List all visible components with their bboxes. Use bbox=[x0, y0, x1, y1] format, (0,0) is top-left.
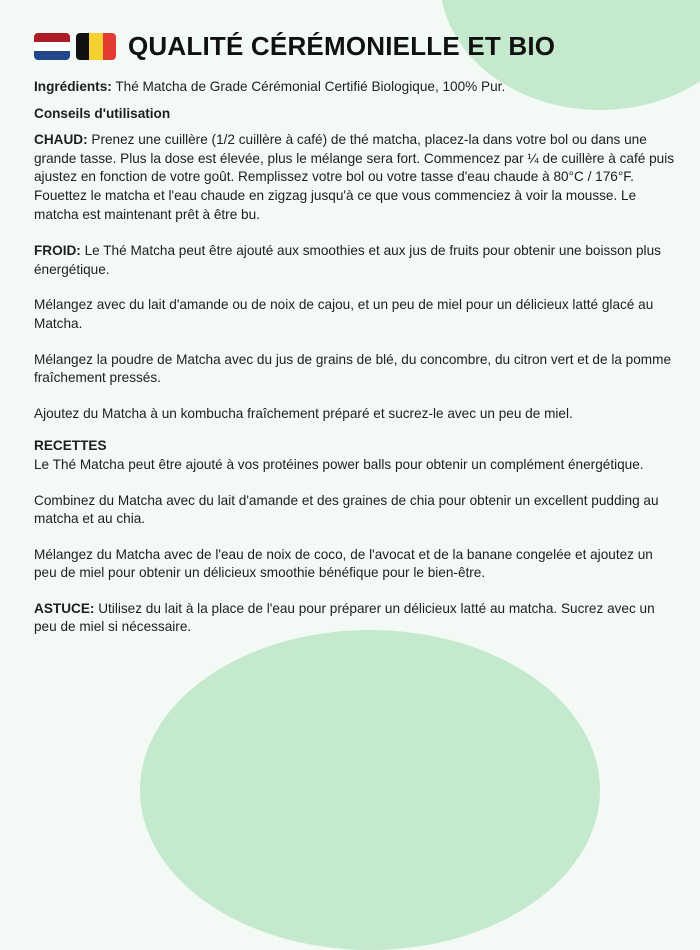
cold-tip-kombucha: Ajoutez du Matcha à un kombucha fraîchement préparé et sucrez-le avec un peu de miel. bbox=[34, 405, 573, 421]
nl-stripe-blue bbox=[34, 51, 70, 60]
nl-stripe-red bbox=[34, 33, 70, 42]
netherlands-flag-icon bbox=[34, 33, 70, 60]
usage-heading bbox=[34, 105, 674, 124]
be-stripe-black bbox=[76, 33, 89, 60]
hot-label: CHAUD: bbox=[34, 132, 88, 148]
hot-text: Prenez une cuillère (1/2 cuillère à café) de thé matcha, placez-la dans votre bol ou dans une grande tasse. Plus la dose est élevée, plus le mélange sera fort. Commencez par ¼ de cuillère à café puis ajustez en fonction de votre goût. Remplissez votre bol ou votre tasse d'eau chaude à 80°C / 176°F. Fouettez le matcha et l'eau chaude en zigzag jusqu'à ce que vous commenciez à voir la mousse. Le matcha est maintenant prêt à être bu. bbox=[34, 132, 675, 222]
recipe-chia-pudding: Combinez du Matcha avec du lait d'amande et des graines de chia pour obtenir un excellent pudding au matcha et au chia. bbox=[34, 492, 659, 527]
recipes-heading bbox=[34, 437, 674, 456]
hot-paragraph bbox=[34, 131, 674, 224]
tip-label: ASTUCE: bbox=[34, 600, 95, 616]
cold-tip-almond: Mélangez avec du lait d'amande ou de noix de cajou, et un peu de miel pour un délicieux latté glacé au Matcha. bbox=[34, 297, 654, 331]
cold-label: FROID: bbox=[34, 243, 81, 259]
cold-tip-wheatgrass: Mélangez la poudre de Matcha avec du jus de grains de blé, du concombre, du citron vert et de la pomme fraîchement pressés. bbox=[34, 351, 672, 386]
recipe-power-balls: Le Thé Matcha peut être ajouté à vos protéines power balls pour obtenir un complément énergétique. bbox=[34, 456, 644, 472]
be-stripe-red bbox=[103, 33, 116, 60]
ingredients-paragraph bbox=[34, 78, 674, 97]
recipes-heading-text: RECETTES bbox=[34, 438, 107, 454]
be-stripe-yellow bbox=[89, 33, 102, 60]
usage-heading-text: Conseils d'utilisation bbox=[34, 105, 171, 121]
decorative-blob-bottom bbox=[140, 630, 600, 950]
ingredients-text: Thé Matcha de Grade Cérémonial Certifié Biologique, 100% Pur. bbox=[111, 79, 506, 94]
tip-paragraph bbox=[34, 600, 674, 637]
header bbox=[34, 30, 674, 62]
cold-paragraph bbox=[34, 242, 674, 279]
tip-text: Utilisez du lait à la place de l'eau pour préparer un délicieux latté au matcha. Sucrez avec un peu de miel si nécessaire. bbox=[34, 600, 655, 635]
cold-text: Le Thé Matcha peut être ajouté aux smoothies et aux jus de fruits pour obtenir une boisson plus énergétique. bbox=[34, 243, 661, 277]
belgium-flag-icon bbox=[76, 33, 116, 60]
page-title: QUALITÉ CÉRÉMONIELLE ET BIO bbox=[128, 30, 556, 61]
ingredients-label: Ingrédients: bbox=[34, 79, 112, 94]
document-content bbox=[34, 0, 674, 637]
recipe-smoothie: Mélangez du Matcha avec de l'eau de noix de coco, de l'avocat et de la banane congelée et ajoutez un peu de miel pour obtenir un délicieux smoothie bénéfique pour le bien-être. bbox=[34, 546, 653, 581]
nl-stripe-white bbox=[34, 42, 70, 51]
